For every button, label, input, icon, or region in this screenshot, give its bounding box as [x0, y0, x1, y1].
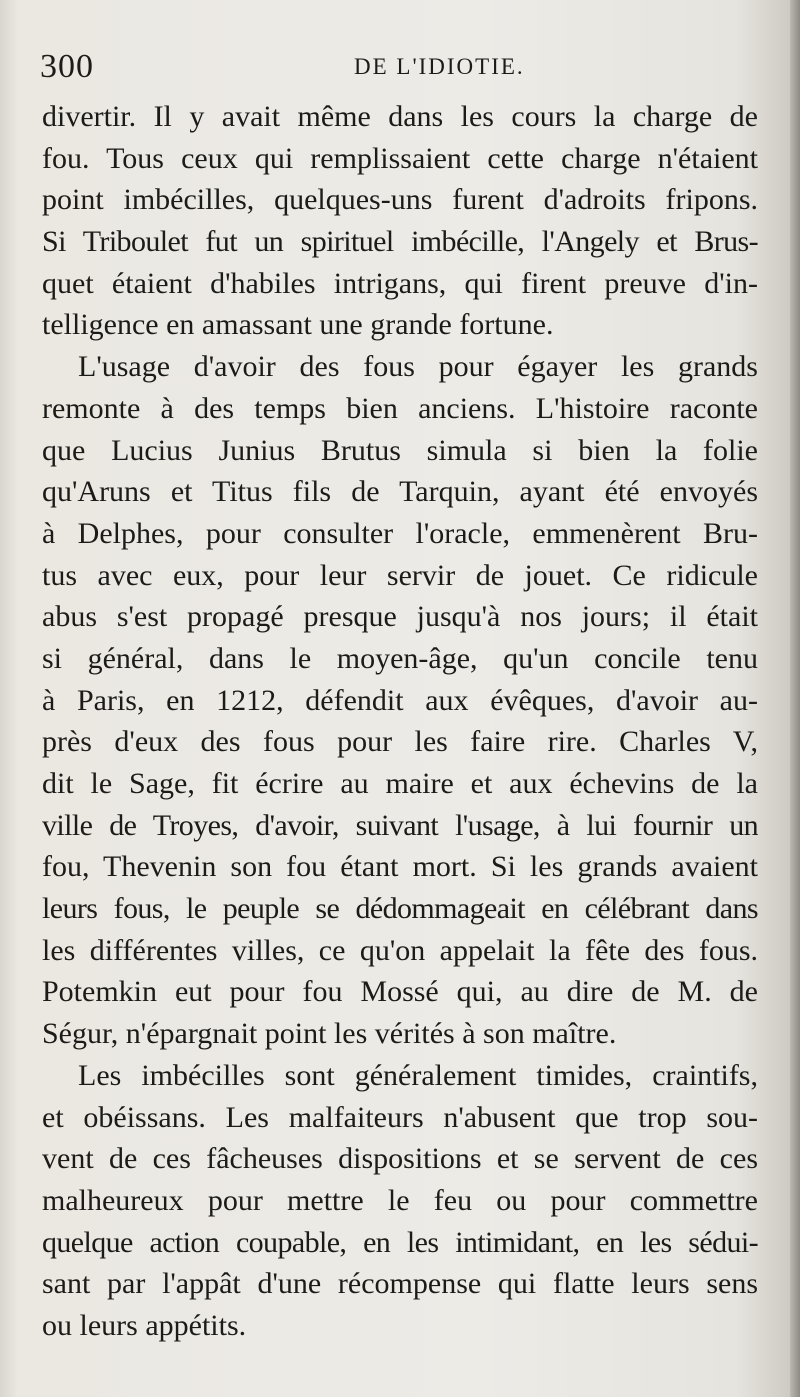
text-line: dit le Sage, fit écrire au maire et aux échevins de la	[42, 767, 758, 800]
text-line: vent de ces fâcheuses dispositions et se servent de ces	[42, 1142, 758, 1176]
text-line: malheureux pour mettre le feu ou pour commettre	[42, 1183, 758, 1217]
text-line: quet étaient d'habiles intrigans, qui firent preuve d'in-	[42, 266, 758, 300]
text-line: fou. Tous ceux qui remplissaient cette charge n'étaient	[42, 141, 758, 175]
page-spine-shadow	[790, 0, 800, 1397]
text-line: sant par l'appât d'une récompense qui flatte leurs sens	[42, 1267, 758, 1301]
text-line: Si Triboulet fut un spirituel imbécille, l'Angely et Brus-	[42, 225, 758, 259]
text-line: à Delphes, pour consulter l'oracle, emmenèrent Bru-	[42, 516, 758, 550]
text-line: quelque action coupable, en les intimidant, en les sédui-	[42, 1225, 758, 1259]
text-line: si général, dans le moyen-âge, qu'un concile tenu	[42, 641, 758, 675]
text-line: ville de Troyes, d'avoir, suivant l'usage, à lui fournir un	[42, 808, 758, 842]
text-line: ou leurs appétits.	[42, 1308, 247, 1342]
page-number: 300	[40, 48, 94, 85]
text-line: près d'eux des fous pour les faire rire. Charles V,	[42, 725, 758, 759]
text-line: tus avec eux, pour leur servir de jouet. Ce ridicule	[42, 558, 758, 592]
text-line: divertir. Il y avait même dans les cours la charge de	[42, 100, 758, 133]
text-line: fou, Thevenin son fou étant mort. Si les grands avaient	[42, 850, 758, 884]
running-head: DE L'IDIOTIE.	[354, 54, 525, 79]
text-line: Potemkin eut pour fou Mossé qui, au dire de M. de	[42, 975, 758, 1009]
text-line: remonte à des temps bien anciens. L'histoire raconte	[42, 391, 758, 425]
text-line: abus s'est propagé presque jusqu'à nos jours; il était	[42, 600, 758, 634]
text-line: et obéissans. Les malfaiteurs n'abusent que trop sou-	[42, 1100, 758, 1134]
text-line: que Lucius Junius Brutus simula si bien la folie	[42, 433, 758, 467]
text-line: qu'Aruns et Titus fils de Tarquin, ayant été envoyés	[42, 475, 758, 509]
text-line: Les imbécilles sont généralement timides, craintifs,	[78, 1058, 758, 1092]
page-header	[40, 44, 760, 92]
text-line: à Paris, en 1212, défendit aux évêques, d'avoir au-	[42, 683, 758, 717]
text-line: Ségur, n'épargnait point les vérités à son maître.	[42, 1017, 617, 1051]
text-line: leurs fous, le peuple se dédommageait en célébrant dans	[42, 892, 758, 926]
text-line: telligence en amassant une grande fortune.	[42, 308, 554, 342]
text-line: les différentes villes, ce qu'on appelait la fête des fous.	[42, 933, 758, 967]
text-line: point imbécilles, quelques-uns furent d'adroits fripons.	[42, 183, 758, 217]
text-line: L'usage d'avoir des fous pour égayer les grands	[78, 350, 758, 384]
body-text	[42, 96, 758, 1347]
